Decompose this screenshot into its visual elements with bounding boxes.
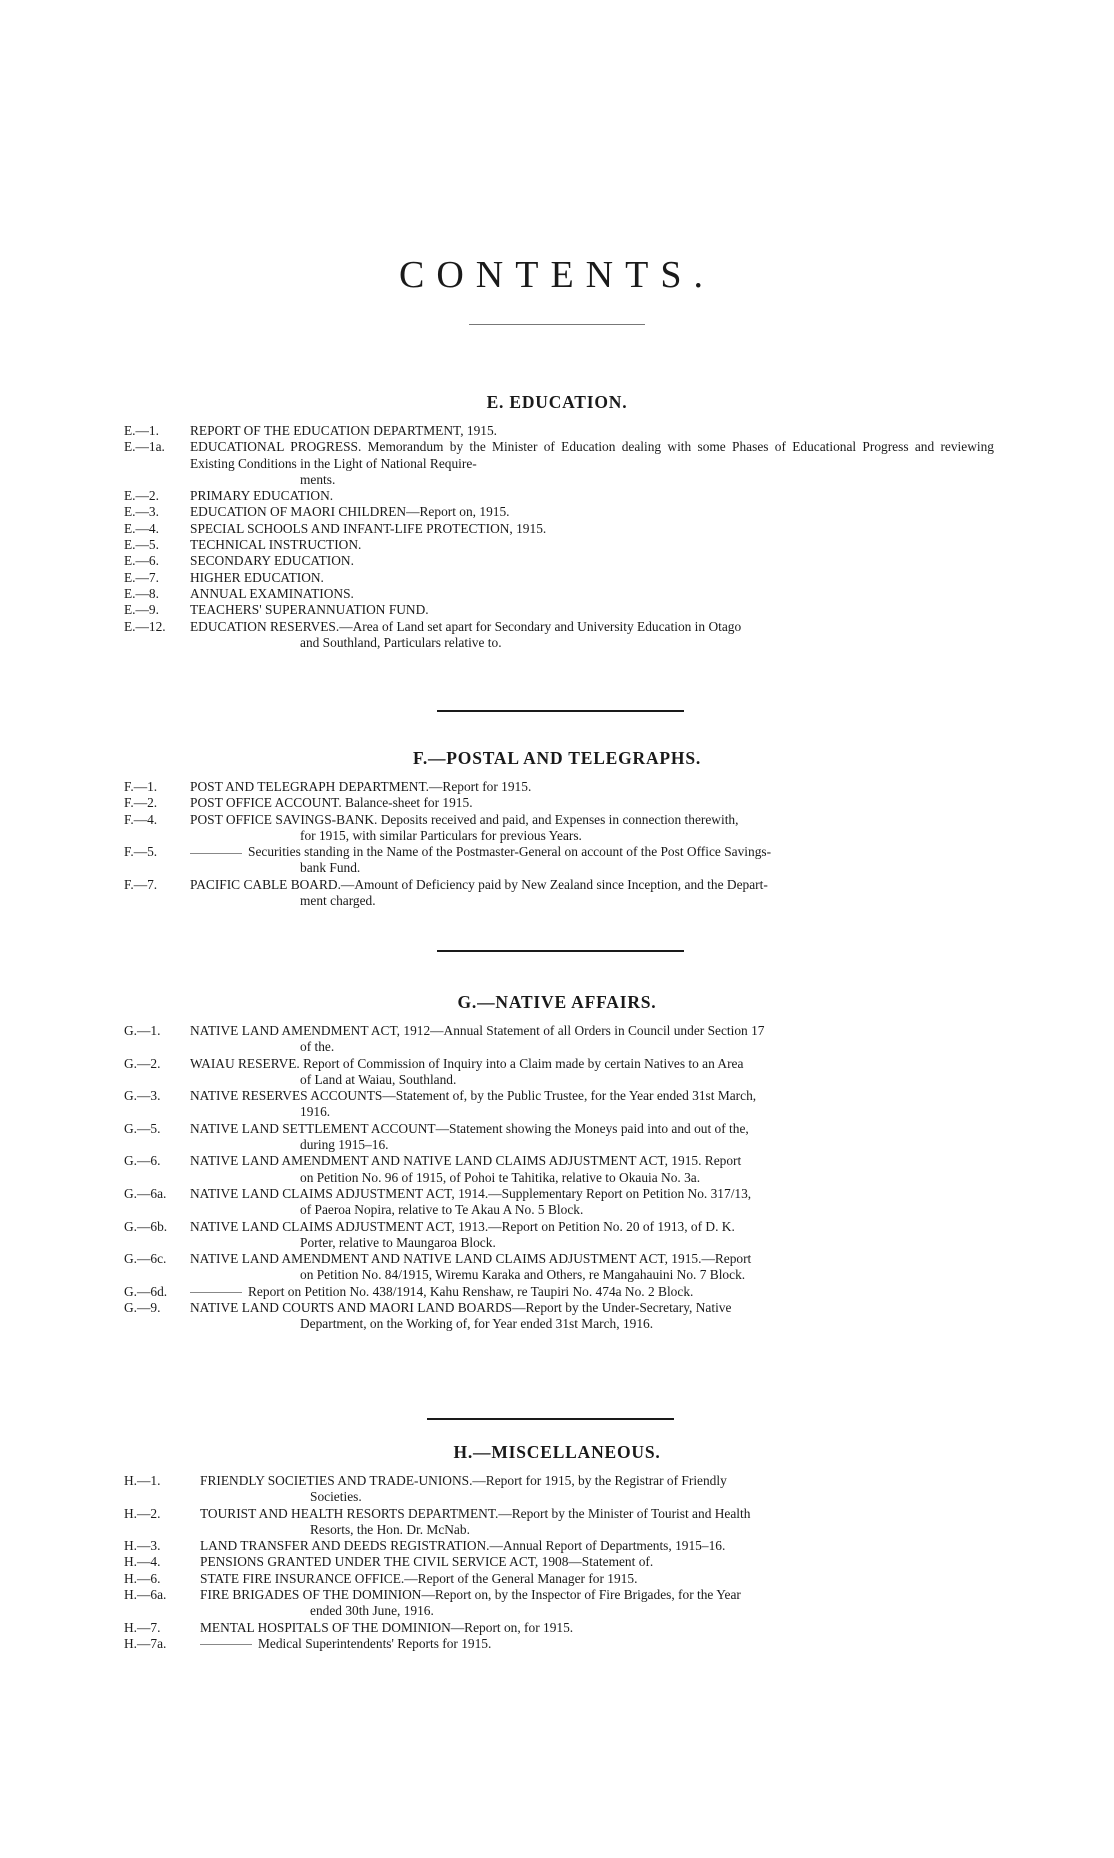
contents-entry [124,1571,994,1587]
entry-text: LAND TRANSFER AND DEEDS REGISTRATION.—Annual Report of Departments, 1915–16. [200,1538,726,1554]
entry-code: H.—6. [124,1570,161,1586]
entry-text: POST OFFICE SAVINGS-BANK. Deposits received and paid, and Expenses in connection therewith, [190,811,739,827]
entry-code: G.—2. [124,1055,161,1071]
title-divider [469,324,645,325]
contents-entry [124,1251,994,1284]
entry-code: G.—6c. [124,1251,167,1267]
contents-entry [124,1473,994,1506]
contents-entry [124,1620,994,1636]
entry-text-block [190,779,994,795]
entry-code: F.—7. [124,876,158,892]
entry-text-block [190,521,994,537]
entry-text-block [190,537,994,553]
entry-text: FRIENDLY SOCIETIES AND TRADE-UNIONS.—Report for 1915, by the Registrar of Friendly [200,1473,727,1488]
entry-list [124,423,994,651]
entry-text-block [190,488,994,504]
entry-text-block [190,844,994,877]
entry-text: REPORT OF THE EDUCATION DEPARTMENT, 1915. [190,423,498,438]
entry-text: NATIVE RESERVES ACCOUNTS—Statement of, by the Public Trustee, for the Year ended 31st March, [190,1088,757,1104]
section-heading: G.—NATIVE AFFAIRS. [457,992,657,1012]
entry-text-block [190,1088,994,1121]
entry-continuation: on Petition No. 84/1915, Wiremu Karaka and Others, re Mangahauini No. 7 Block. [300,1267,746,1283]
entry-text-block [190,795,994,811]
entry-text: STATE FIRE INSURANCE OFFICE.—Report of the General Manager for 1915. [200,1570,638,1586]
entry-continuation: and Southland, Particulars relative to. [300,634,502,650]
entry-text-block [190,1251,994,1284]
entry-text: WAIAU RESERVE. Report of Commission of Inquiry into a Claim made by certain Natives to an Area [190,1055,744,1071]
section-heading: H.—MISCELLANEOUS. [453,1442,661,1462]
entry-continuation: of Paeroa Nopira, relative to Te Akau A No. 5 Block. [300,1202,584,1218]
entry-text-block [190,586,994,602]
entry-text: POST OFFICE ACCOUNT. Balance-sheet for 1915. [190,795,473,811]
contents-entry [124,537,994,553]
entry-text-block [200,1554,994,1570]
entry-text: NATIVE LAND CLAIMS ADJUSTMENT ACT, 1913.—Report on Petition No. 20 of 1913, of D. K. [190,1218,735,1234]
entry-text-block [190,602,994,618]
entry-code: H.—7. [124,1619,161,1635]
entry-code: G.—6. [124,1153,161,1169]
section-postal-and-telegraphs [0,748,1114,909]
entry-code: F.—2. [124,795,158,811]
contents-entry [124,488,994,504]
entry-code: E.—5. [124,537,159,553]
entry-text-block [200,1571,994,1587]
entry-continuation: ments. [300,471,336,487]
entry-text: SECONDARY EDUCATION. [190,553,354,569]
entry-code: H.—2. [124,1505,161,1521]
entry-text-block [200,1506,994,1539]
entry-code: G.—6a. [124,1185,167,1201]
entry-text: Medical Superintendents' Reports for 1915. [258,1635,492,1651]
entry-continuation: bank Fund. [300,860,361,876]
entry-code: E.—9. [124,602,159,618]
entry-text-block [190,1186,994,1219]
entry-text-block [200,1636,994,1652]
entry-text-block [190,1056,994,1089]
entry-text: NATIVE LAND CLAIMS ADJUSTMENT ACT, 1914.—Supplementary Report on Petition No. 317/13, [190,1185,752,1201]
entry-text-block [190,439,994,488]
entry-code: H.—1. [124,1473,161,1488]
entry-text: PENSIONS GRANTED UNDER THE CIVIL SERVICE ACT, 1908—Statement of. [200,1554,654,1570]
entry-text: MENTAL HOSPITALS OF THE DOMINION—Report on, for 1915. [200,1619,574,1635]
entry-text-block [190,877,994,910]
entry-text: Report on Petition No. 438/1914, Kahu Renshaw, re Taupiri No. 474a No. 2 Block. [248,1283,694,1299]
entry-code: H.—6a. [124,1587,167,1603]
entry-code: F.—1. [124,779,158,794]
contents-entry [124,779,994,795]
entry-text: HIGHER EDUCATION. [190,569,324,585]
contents-entry [124,439,994,488]
section-divider [437,710,684,712]
entry-continuation: Societies. [310,1489,362,1505]
entry-continuation: for 1915, with similar Particulars for previous Years. [300,827,582,843]
entry-text: NATIVE LAND AMENDMENT AND NATIVE LAND CLAIMS ADJUSTMENT ACT, 1915.—Report [190,1251,752,1267]
contents-entry [124,1506,994,1539]
contents-entry [124,553,994,569]
ditto-dash [190,853,242,854]
entry-text: EDUCATION OF MAORI CHILDREN—Report on, 1915. [190,504,510,520]
contents-entry [124,570,994,586]
section-miscellaneous [0,1442,1114,1652]
entry-text-block [190,1121,994,1154]
contents-entry [124,1300,994,1333]
entry-text: Securities standing in the Name of the Postmaster-General on account of the Post Office Savings- [248,844,772,860]
entry-code: E.—8. [124,585,159,601]
entry-code: E.—1. [124,423,159,438]
entry-continuation: Porter, relative to Maungaroa Block. [300,1234,496,1250]
contents-entry [124,877,994,910]
entry-list [124,779,994,909]
entry-text: SPECIAL SCHOOLS AND INFANT-LIFE PROTECTION, 1915. [190,520,547,536]
entry-code: E.—12. [124,618,166,634]
entry-continuation: Department, on the Working of, for Year ended 31st March, 1916. [300,1316,654,1332]
contents-entry [124,1587,994,1620]
entry-code: G.—6b. [124,1218,168,1234]
page-title: CONTENTS. [399,254,715,297]
contents-entry [124,1636,994,1652]
contents-entry [124,1186,994,1219]
entry-text: FIRE BRIGADES OF THE DOMINION—Report on, by the Inspector of Fire Brigades, for the Year [200,1587,741,1603]
entry-text-block [190,1300,994,1333]
entry-code: H.—3. [124,1538,161,1554]
entry-text: NATIVE LAND SETTLEMENT ACCOUNT—Statement showing the Moneys paid into and out of the, [190,1120,749,1136]
entry-code: G.—5. [124,1120,161,1136]
entry-list [124,1023,994,1333]
entry-text-block [190,1284,994,1300]
entry-text: NATIVE LAND AMENDMENT AND NATIVE LAND CLAIMS ADJUSTMENT ACT, 1915. Report [190,1153,742,1169]
section-native-affairs [0,992,1114,1333]
entry-text-block [190,1023,994,1056]
contents-entry [124,586,994,602]
entry-continuation: ment charged. [300,893,376,909]
entry-text-block [190,1153,994,1186]
entry-text-block [190,570,994,586]
section-divider [437,950,684,952]
ditto-dash [190,1292,242,1293]
entry-list [124,1473,994,1652]
contents-entry [124,1153,994,1186]
entry-code: F.—4. [124,811,158,827]
entry-text-block [190,619,994,652]
entry-code: G.—3. [124,1088,161,1104]
entry-code: E.—3. [124,504,159,520]
section-heading: F.—POSTAL AND TELEGRAPHS. [412,748,702,768]
entry-text: PRIMARY EDUCATION. [190,488,334,504]
entry-continuation: of Land at Waiau, Southland. [300,1071,457,1087]
entry-continuation: ended 30th June, 1916. [310,1603,434,1619]
entry-text-block [190,1219,994,1252]
entry-continuation: during 1915–16. [300,1137,389,1153]
entry-text-block [200,1587,994,1620]
contents-entry [124,812,994,845]
entry-code: E.—2. [124,488,159,504]
entry-text: NATIVE LAND COURTS AND MAORI LAND BOARDS—Report by the Under-Secretary, Native [190,1300,732,1316]
entry-text: PACIFIC CABLE BOARD.—Amount of Deficiency paid by New Zealand since Inception, and the Depart- [190,876,768,892]
contents-entry [124,602,994,618]
entry-code: E.—1a. [124,439,165,455]
contents-entry [124,1056,994,1089]
contents-entry [124,619,994,652]
entry-text-block [200,1538,994,1554]
entry-continuation: on Petition No. 96 of 1915, of Pohoi te Tahitika, relative to Okauia No. 3a. [300,1169,701,1185]
entry-code: E.—7. [124,569,159,585]
entry-text: POST AND TELEGRAPH DEPARTMENT.—Report for 1915. [190,779,532,794]
entry-code: G.—6d. [124,1283,168,1299]
entry-text: EDUCATIONAL PROGRESS. Memorandum by the Minister of Education dealing with some Phases of Educational Progress and reviewing Existing Conditions in the Light of National Require- [190,439,994,471]
contents-entry [124,504,994,520]
contents-entry [124,521,994,537]
contents-entry [124,1554,994,1570]
contents-entry [124,844,994,877]
entry-text-block [190,553,994,569]
section-heading: E. EDUCATION. [486,392,628,412]
contents-entry [124,1538,994,1554]
entry-continuation: Resorts, the Hon. Dr. McNab. [310,1521,470,1537]
entry-text: TECHNICAL INSTRUCTION. [190,537,362,553]
entry-continuation: 1916. [300,1104,331,1120]
entry-code: G.—9. [124,1300,161,1316]
entry-code: G.—1. [124,1023,161,1038]
contents-entry [124,1121,994,1154]
entry-code: H.—7a. [124,1635,167,1651]
entry-text-block [190,504,994,520]
section-education [0,392,1114,651]
entry-text: NATIVE LAND AMENDMENT ACT, 1912—Annual Statement of all Orders in Council under Section 17 [190,1023,765,1038]
section-divider [427,1418,674,1420]
entry-text: TOURIST AND HEALTH RESORTS DEPARTMENT.—Report by the Minister of Tourist and Health [200,1505,751,1521]
entry-text: EDUCATION RESERVES.—Area of Land set apart for Secondary and University Education in Otago [190,618,742,634]
entry-text-block [200,1620,994,1636]
entry-code: H.—4. [124,1554,161,1570]
entry-text-block [200,1473,994,1506]
entry-code: E.—6. [124,553,159,569]
contents-entry [124,795,994,811]
entry-continuation: of the. [300,1039,335,1055]
ditto-dash [200,1644,252,1645]
contents-entry [124,1088,994,1121]
contents-entry [124,1284,994,1300]
entry-text: ANNUAL EXAMINATIONS. [190,585,354,601]
entry-code: F.—5. [124,844,158,860]
contents-entry [124,423,994,439]
entry-text-block [190,812,994,845]
contents-entry [124,1023,994,1056]
contents-entry [124,1219,994,1252]
entry-code: E.—4. [124,520,159,536]
entry-text: TEACHERS' SUPERANNUATION FUND. [190,602,429,618]
entry-text-block [190,423,994,439]
